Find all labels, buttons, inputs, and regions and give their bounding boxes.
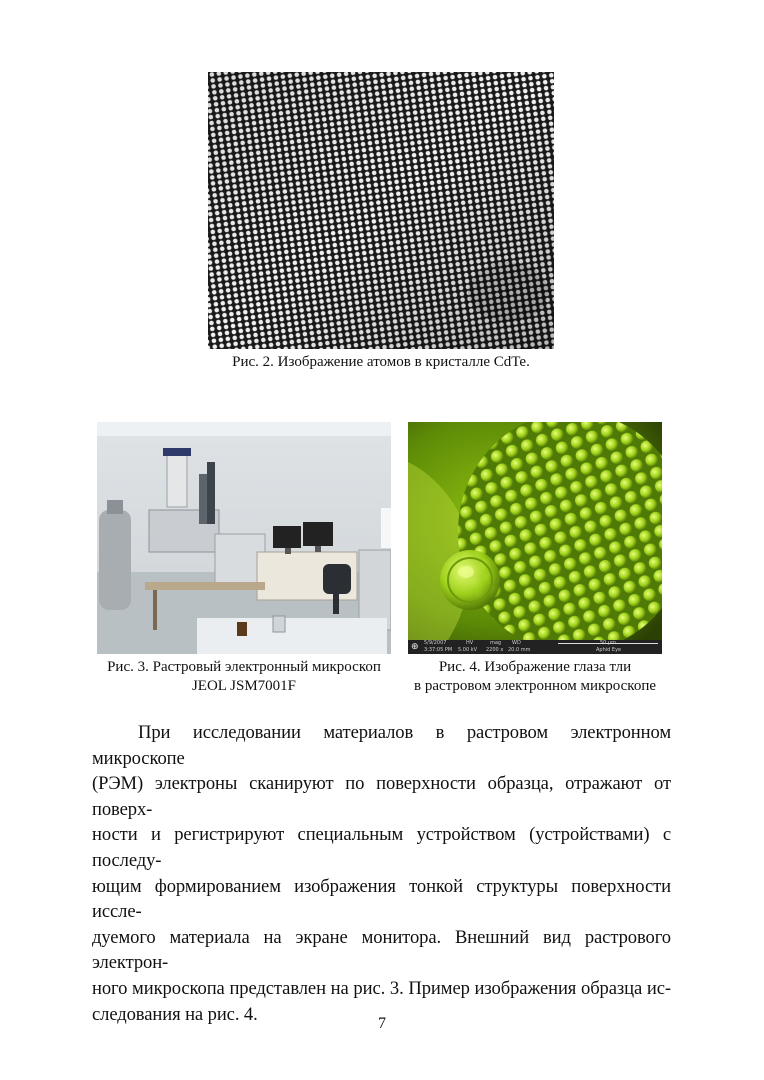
- databar-date: 5/9/2007: [424, 640, 447, 646]
- figure-2-caption: Рис. 2. Изображение атомов в кристалле CdTe.: [232, 354, 530, 370]
- paragraph-line: (РЭМ) электроны сканируют по поверхности образца, отражают от поверх-: [92, 773, 671, 820]
- body-paragraph: [92, 720, 671, 1027]
- databar-wd-label: WD: [512, 640, 521, 646]
- paragraph-line: При исследовании материалов в растровом электронном микроскопе: [92, 722, 671, 769]
- lab-photo-illustration: [97, 422, 391, 654]
- figure-4-caption-line1: Рис. 4. Изображение глаза тли: [438, 659, 632, 675]
- figure-4-caption: [396, 658, 674, 696]
- figure-3-caption: [80, 658, 408, 696]
- fei-logo-icon: ⊕: [411, 642, 419, 652]
- sem-databar: [408, 640, 662, 654]
- paragraph-line: ности и регистрируют специальным устройством (устройствами) с последу-: [92, 824, 671, 871]
- figure-4-caption-line2: в растровом электронном микроскопе: [413, 678, 657, 694]
- databar-mag: 2200 x: [486, 647, 504, 653]
- cdte-atom-lattice-image: [208, 72, 554, 349]
- lattice-pattern: [208, 72, 554, 349]
- paragraph-line: ного микроскопа представлен на рис. 3. Пример изображения образца ис-: [92, 977, 671, 999]
- paragraph-line: следования на рис. 4.: [92, 1003, 258, 1025]
- paragraph-line: ющим формированием изображения тонкой структуры поверхности иссле-: [92, 875, 671, 923]
- databar-hv: 5.00 kV: [458, 647, 478, 653]
- databar-sample: Aphid Eye: [596, 647, 622, 653]
- databar-hv-label: HV: [466, 640, 474, 646]
- figure-3-caption-line1: Рис. 3. Растровый электронный микроскоп: [107, 659, 381, 675]
- databar-mag-label: mag: [490, 640, 502, 646]
- page-number: 7: [378, 1015, 386, 1032]
- databar-time: 3:37:05 PM: [424, 647, 453, 653]
- databar-wd: 20.0 mm: [508, 647, 531, 653]
- paragraph-line: дуемого материала на экране монитора. Внешний вид растрового электрон-: [92, 926, 671, 974]
- databar-scale-line: [558, 643, 658, 644]
- figure-3-caption-line2: JEOL JSM7001F: [191, 678, 297, 694]
- sem-microscope-photo: [97, 422, 391, 654]
- compound-eye-illustration: [408, 422, 662, 640]
- aphid-eye-sem-image: [408, 422, 662, 654]
